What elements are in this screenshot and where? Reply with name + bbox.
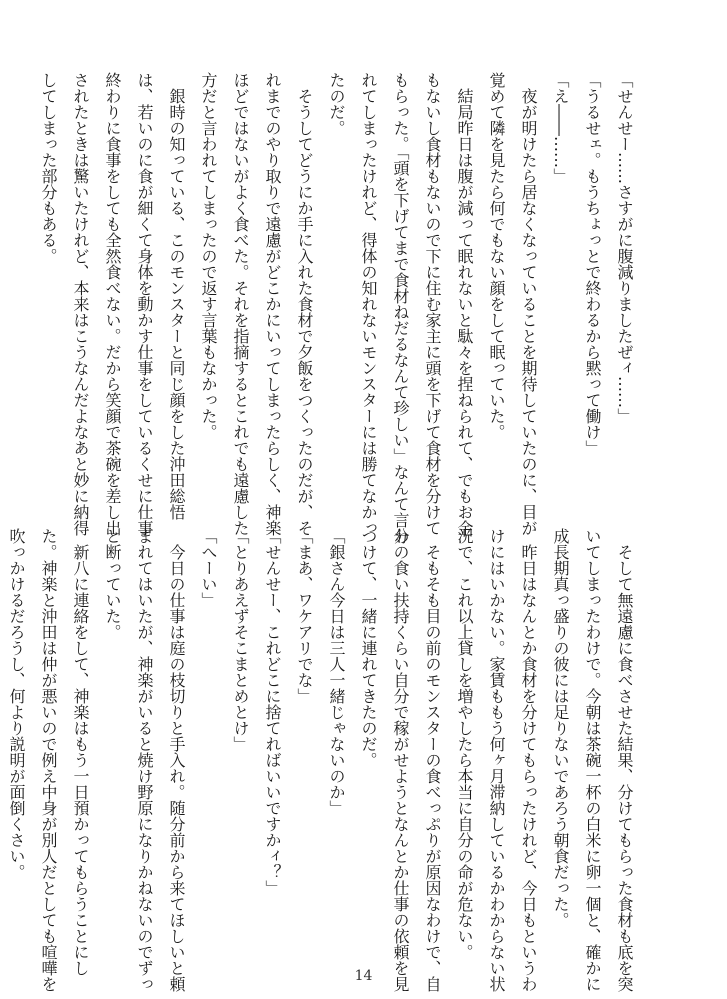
- text-line: まれてはいたが、神楽がいると焼け野原になりかねないのでずっ: [135, 528, 154, 992]
- text-line: 分の食い扶持くらい自分で稼がせようとなんとか仕事の依頼を見: [391, 528, 410, 992]
- text-line: 終わりに食事をしても全然食べない。だから笑顔で茶碗を差し出: [103, 72, 122, 536]
- text-line: 夜が明けたら居なくなっていることを期待していたのに、目が: [519, 72, 538, 536]
- text-line: 「せんせー、これどこに捨てればいいですかィ？」: [263, 528, 282, 896]
- text-line: 結局昨日は腹が減って眠れないと駄々を捏ねられて、でもお金: [455, 72, 474, 536]
- text-line: つけて、一緒に連れてきたのだ。: [359, 528, 378, 768]
- text-line: 今日の仕事は庭の枝切りと手入れ。随分前から来てほしいと頼: [167, 528, 186, 992]
- text-line: 覚めて隣を見たら何でもない顔をして眠っていた。: [487, 72, 506, 440]
- text-line: もないし食材もないので下に住む家主に頭を下げて食材を分けて: [423, 72, 442, 536]
- text-line: れまでのやり取りで遠慮がどこかにいってしまったらしく、神楽: [263, 72, 282, 536]
- text-line: た。神楽と沖田は仲が悪いので例え中身が別人だとしても喧嘩を: [39, 528, 58, 992]
- text-line: そもそも目の前のモンスターの食べっぷりが原因なわけで、自: [423, 528, 442, 992]
- text-line: れてしまったけれど、得体の知れないモンスターには勝てなかっ: [359, 72, 378, 536]
- text-line: 昨日はなんとか食材を分けてもらったけれど、今日もというわ: [519, 528, 538, 992]
- page-number: 14: [354, 968, 373, 984]
- text-line: 成長期真っ盛りの彼には足りないであろう朝食だった。: [551, 528, 570, 928]
- text-line: してしまった部分もある。: [39, 72, 58, 264]
- text-line: されたときは驚いたけれど、本来はこうなんだよなあと妙に納得: [71, 72, 90, 536]
- text-line: 「へーい」: [199, 528, 218, 608]
- text-line: 況で、これ以上貸しを増やしたら本当に自分の命が危ない。: [455, 528, 474, 960]
- text-line: 吹っかけるだろうし、何より説明が面倒くさい。: [7, 528, 26, 880]
- text-line: ほどではないがよく食べた。それを指摘するとこれでも遠慮した: [231, 72, 250, 536]
- text-line: そうしてどうにか手に入れた食材で夕飯をつくったのだが、そ: [295, 72, 314, 536]
- text-line: いてしまったわけで。今朝は茶碗一杯の白米に卵一個と、確かに: [583, 528, 602, 992]
- text-line: 「え――……」: [551, 72, 570, 184]
- text-line: 「せんせー……さすがに腹減りましたぜィ……」: [615, 72, 634, 424]
- text-line: もらった。「頭を下げてまで食材ねだるなんて珍しい」なんて言わ: [391, 72, 410, 544]
- upper-text-tier: [39, 72, 640, 544]
- text-line: 銀時の知っている、このモンスターと同じ顔をした沖田総悟: [167, 72, 186, 520]
- text-line: 「うるせェ。もうちょっとで終わるから黙って働け」: [583, 72, 602, 456]
- text-line: 新八に連絡をして、神楽はもう一日預かってもらうことにし: [71, 528, 90, 976]
- text-line: 「銀さん今日は三人一緒じゃないのか」: [327, 528, 346, 816]
- text-line: そして無遠慮に食べさせた結果、分けてもらった食材も底を突: [615, 528, 634, 992]
- text-line: たのだ。: [327, 72, 346, 136]
- text-line: 「とりあえずそこまとめとけ」: [231, 528, 250, 752]
- text-line: は、若いのに食が細くて身体を動かす仕事をしているくせに仕事: [135, 72, 154, 536]
- text-line: と断っていた。: [103, 528, 122, 640]
- text-line: けにはいかない。家賃ももう何ヶ月滞納しているかわからない状: [487, 528, 506, 992]
- text-line: 「まあ、ワケアリでな」: [295, 528, 314, 704]
- text-line: 方だと言われてしまったので返す言葉もなかった。: [199, 72, 218, 440]
